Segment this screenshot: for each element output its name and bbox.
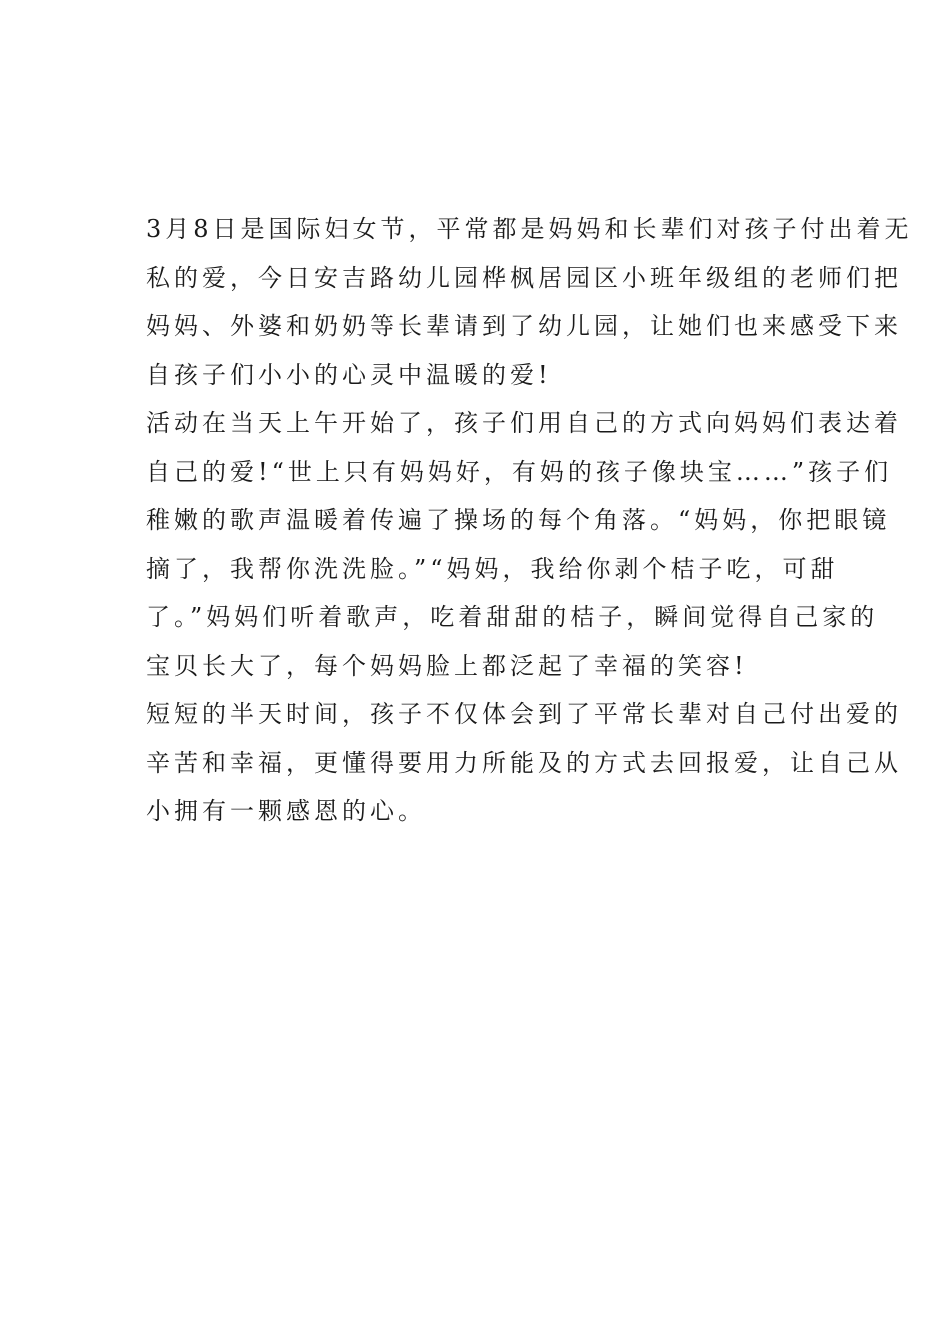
text-line: 小拥有一颗感恩的心。 — [146, 797, 426, 825]
text-line: 摘了，我帮你洗洗脸。”“妈妈，我给你剥个桔子吃，可甜 — [146, 554, 839, 583]
text-line: 自孩子们小小的心灵中温暖的爱! — [146, 360, 552, 389]
text-line: 短短的半天时间，孩子不仅体会到了平常长辈对自己付出爱的 — [146, 700, 902, 728]
text-line: 活动在当天上午开始了，孩子们用自己的方式向妈妈们表达着 — [146, 409, 902, 437]
text-line: 自己的爱!“世上只有妈妈好，有妈的孩子像块宝……”孩子们 — [146, 457, 893, 486]
article-body — [146, 205, 913, 836]
text-line: 了。”妈妈们听着歌声，吃着甜甜的桔子，瞬间觉得自己家的 — [146, 603, 879, 631]
text-line: 妈妈、外婆和奶奶等长辈请到了幼儿园，让她们也来感受下来 — [146, 312, 902, 340]
text-line: 辛苦和幸福，更懂得要用力所能及的方式去回报爱，让自己从 — [146, 748, 902, 777]
text-line: 3月8日是国际妇女节，平常都是妈妈和长辈们对孩子付出着无 — [146, 215, 913, 243]
text-line: 私的爱，今日安吉路幼儿园桦枫居园区小班年级组的老师们把 — [146, 263, 902, 292]
text-line: 稚嫩的歌声温暖着传遍了操场的每个角落。“妈妈，你把眼镜 — [146, 506, 891, 534]
text-line: 宝贝长大了，每个妈妈脸上都泛起了幸福的笑容! — [146, 651, 748, 680]
